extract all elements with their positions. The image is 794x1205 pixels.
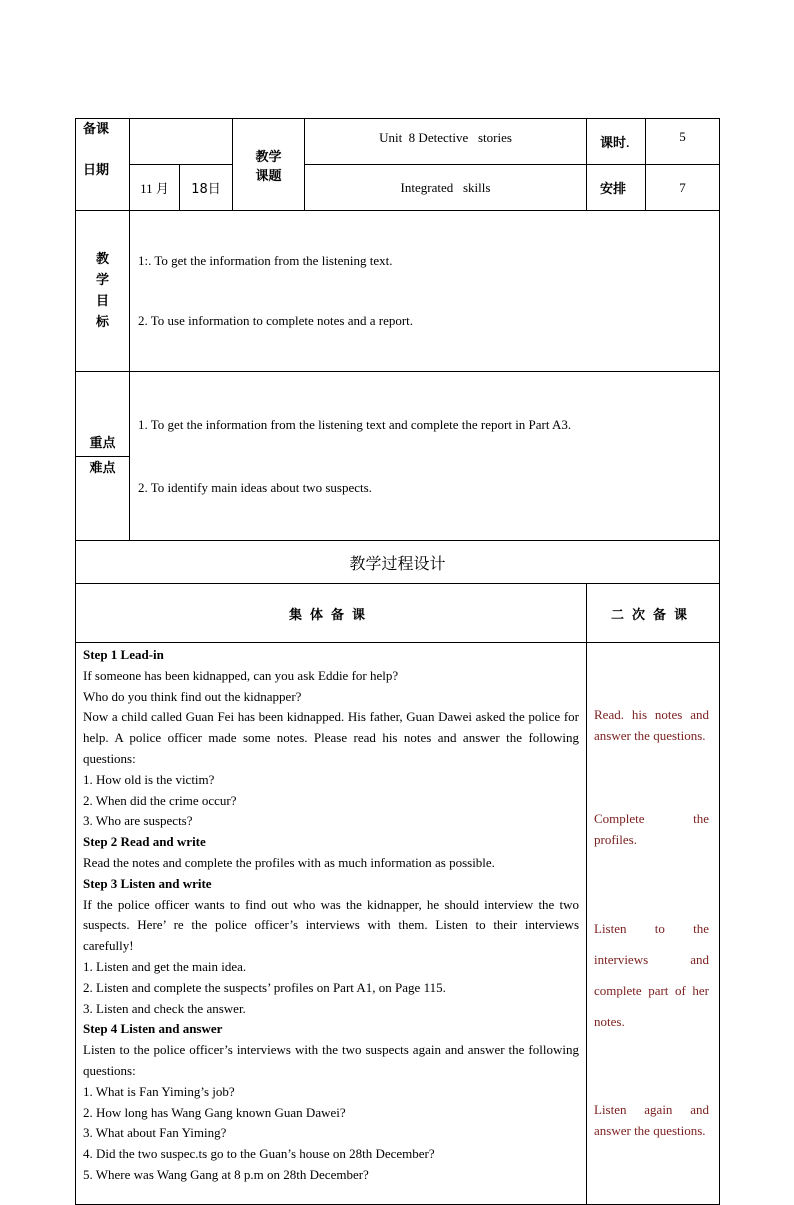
month-value: 11	[140, 181, 153, 196]
prep-date-label-cell	[76, 119, 130, 211]
step-item: 3. Listen and check the answer.	[83, 1000, 246, 1016]
topic-label-1: 教学	[255, 149, 282, 165]
column-second-prep: 二次备课	[587, 584, 720, 643]
process-title: 教学过程设计	[76, 541, 720, 584]
side-note: Read. his notes and answer the questions.	[594, 707, 709, 743]
side-note: Listen again and answer the questions.	[594, 1102, 709, 1138]
month-cell	[130, 165, 180, 211]
objective-line: 1:. To get the information from the listening text.	[138, 253, 393, 268]
topic-skill-title: Integrated skills	[400, 179, 491, 195]
key-points-label-cell	[76, 372, 130, 541]
topic-label-2: 课题	[255, 168, 282, 184]
difficulties-label: 难点	[89, 460, 116, 476]
period-value-cell	[646, 119, 720, 165]
objectives-label-char: 目	[95, 294, 109, 309]
step-title: Step 2 Read and write	[83, 834, 206, 850]
objectives-label-char: 学	[95, 273, 109, 288]
topic-unit-title: Unit 8 Detective stories	[379, 129, 512, 145]
step-question: 1. What is Fan Yiming’s job?	[83, 1083, 235, 1099]
step-text: If the police officer wants to find out who was the kidnapper, he should interview the two suspects. Here’ re the police officer’s interviews with them. Listen to their interviews carefully!	[83, 896, 579, 954]
step-question: 3. Who are suspects?	[83, 813, 193, 829]
period-label: 课时	[600, 136, 627, 151]
date-label: 日期	[83, 163, 110, 178]
objectives-label-char: 标	[95, 315, 109, 330]
arrange-label-cell	[587, 165, 646, 211]
key-point-line: 1. To get the information from the listening text and complete the report in Part A3.	[138, 417, 572, 432]
step-text: Who do you think find out the kidnapper?	[83, 688, 302, 704]
step-item: 1. Listen and get the main idea.	[83, 958, 247, 974]
topic-unit-cell	[305, 119, 587, 165]
period-value-2: 7	[679, 179, 686, 195]
step-question: 2. When did the crime occur?	[83, 792, 237, 808]
step-text: If someone has been kidnapped, can you ask Eddie for help?	[83, 667, 399, 683]
step-text: Now a child called Guan Fei has been kidnapped. His father, Guan Dawei asked the police for help. A police officer made some notes. Please read his notes and answer the following questions:	[83, 709, 579, 766]
prep-label: 备课	[83, 122, 110, 137]
step-text: Listen to the police officer’s interviews with the two suspects again and answer the following questions:	[83, 1042, 579, 1078]
step-question: 5. Where was Wang Gang at 8 p.m on 28th December?	[83, 1166, 369, 1182]
lesson-info-table	[75, 118, 720, 211]
period-value-1: 5	[679, 128, 686, 144]
side-note: Listen to the interviews and complete part of her notes.	[594, 921, 709, 1029]
step-title: Step 4 Listen and answer	[83, 1021, 223, 1037]
step-title: Step 3 Listen and write	[83, 875, 212, 891]
step-question: 2. How long has Wang Gang known Guan Dawei?	[83, 1104, 346, 1120]
objectives-table	[75, 210, 720, 541]
key-points-content-cell	[130, 372, 720, 541]
step-question: 1. How old is the victim?	[83, 771, 215, 787]
objectives-content-cell	[130, 211, 720, 372]
step-item: 2. Listen and complete the suspects’ profiles on Part A1, on Page 115.	[83, 979, 446, 995]
date-blank-cell	[130, 119, 233, 165]
period-label-cell: 课时.	[587, 119, 646, 165]
month-unit: 月	[155, 182, 169, 197]
step-text: Read the notes and complete the profiles with as much information as possible.	[83, 854, 495, 870]
day-cell	[180, 165, 233, 211]
key-points-label: 重点	[76, 432, 129, 457]
process-table	[75, 540, 720, 1205]
arrange-label: 安排	[600, 182, 627, 197]
day-value: 18日	[191, 182, 221, 197]
lesson-plan	[75, 118, 719, 1205]
second-prep-notes-cell	[587, 643, 720, 1205]
topic-label-cell	[233, 119, 305, 211]
column-group-prep: 集体备课	[76, 584, 587, 643]
step-question: 4. Did the two suspec.ts go to the Guan’s house on 28th December?	[83, 1146, 435, 1162]
objectives-label-cell	[76, 211, 130, 372]
key-point-line: 2. To identify main ideas about two suspects.	[138, 480, 372, 495]
topic-skill-cell	[305, 165, 587, 211]
objective-line: 2. To use information to complete notes and a report.	[138, 313, 414, 328]
objectives-label-char: 教	[95, 252, 109, 267]
teaching-steps-cell	[76, 643, 587, 1205]
side-note: Complete the profiles.	[594, 811, 709, 847]
step-question: 3. What about Fan Yiming?	[83, 1125, 227, 1141]
period-value-2-cell	[646, 165, 720, 211]
step-title: Step 1 Lead-in	[83, 647, 164, 662]
